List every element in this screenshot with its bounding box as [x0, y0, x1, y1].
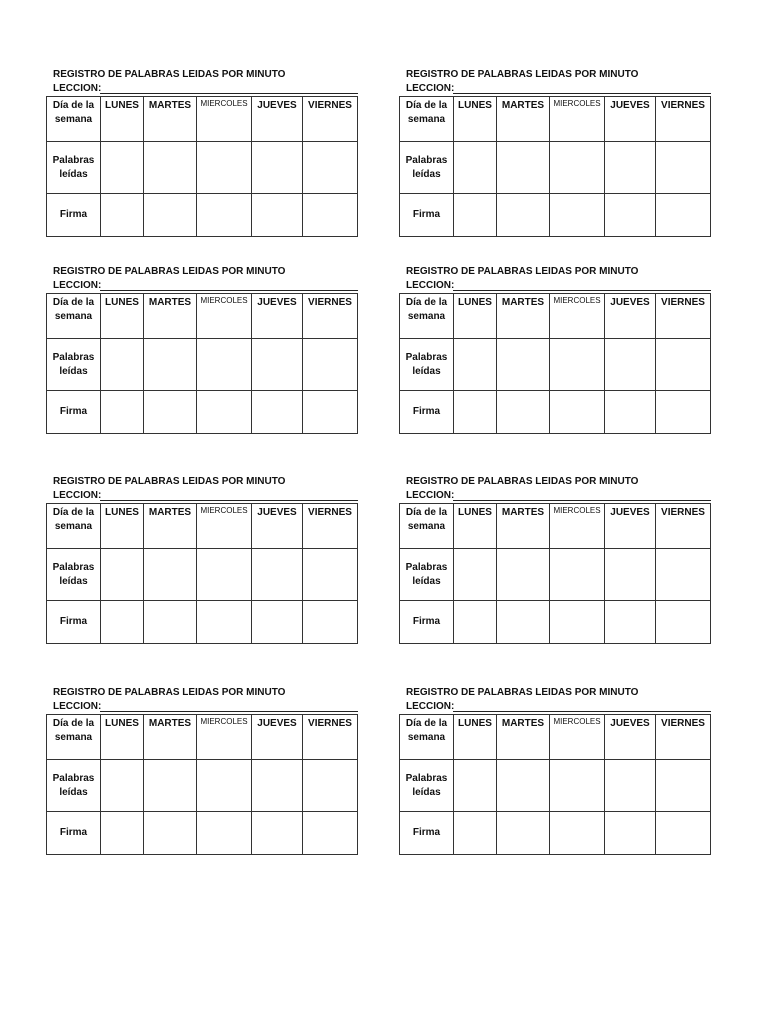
- day-header-miercoles: MIERCOLES: [550, 294, 605, 339]
- words-read-cell[interactable]: [144, 549, 197, 601]
- signature-label: Firma: [400, 391, 454, 434]
- words-read-cell[interactable]: [454, 339, 497, 391]
- day-label-cell: [400, 715, 454, 760]
- signature-label: Firma: [400, 194, 454, 237]
- signature-cell[interactable]: [656, 812, 711, 855]
- signature-cell[interactable]: [197, 391, 252, 434]
- reading-log-form: [399, 476, 711, 648]
- lesson-label: LECCION:: [53, 490, 102, 501]
- reading-log-form: [46, 687, 358, 859]
- register-table: [399, 293, 711, 434]
- register-table: [399, 503, 711, 644]
- signature-cell[interactable]: [497, 194, 550, 237]
- signature-cell[interactable]: [454, 812, 497, 855]
- day-header-viernes: VIERNES: [656, 294, 711, 339]
- day-label: Día de la semana: [405, 507, 448, 532]
- reading-log-form: [46, 69, 358, 241]
- words-read-label: Palabras leídas: [47, 142, 101, 194]
- words-read-cell[interactable]: [303, 549, 358, 601]
- lesson-label: LECCION:: [53, 701, 102, 712]
- words-read-cell[interactable]: [497, 339, 550, 391]
- signature-cell[interactable]: [605, 391, 656, 434]
- words-read-cell[interactable]: [197, 339, 252, 391]
- words-read-cell[interactable]: [454, 549, 497, 601]
- day-header-lunes: LUNES: [101, 504, 144, 549]
- words-read-cell[interactable]: [550, 549, 605, 601]
- words-read-cell[interactable]: [252, 760, 303, 812]
- words-read-cell[interactable]: [197, 142, 252, 194]
- reading-log-form: [46, 266, 358, 438]
- words-read-row: [47, 549, 358, 601]
- day-header-lunes: LUNES: [101, 294, 144, 339]
- day-header-jueves: JUEVES: [252, 97, 303, 142]
- day-label-cell: [400, 504, 454, 549]
- lesson-label: LECCION:: [406, 701, 455, 712]
- lesson-input-line[interactable]: [100, 500, 358, 501]
- words-read-label: Palabras leídas: [400, 760, 454, 812]
- header-row: [400, 294, 711, 339]
- signature-row: [400, 812, 711, 855]
- day-label: Día de la semana: [52, 297, 95, 322]
- day-header-jueves: JUEVES: [605, 294, 656, 339]
- signature-label: Firma: [400, 812, 454, 855]
- signature-cell[interactable]: [144, 391, 197, 434]
- day-header-lunes: LUNES: [454, 97, 497, 142]
- words-read-row: [47, 142, 358, 194]
- day-label: Día de la semana: [52, 507, 95, 532]
- signature-row: [47, 194, 358, 237]
- words-read-cell[interactable]: [101, 549, 144, 601]
- signature-cell[interactable]: [144, 601, 197, 644]
- words-read-label: Palabras leídas: [47, 549, 101, 601]
- words-read-row: [47, 339, 358, 391]
- day-header-jueves: JUEVES: [252, 294, 303, 339]
- signature-cell[interactable]: [550, 391, 605, 434]
- words-read-cell[interactable]: [550, 142, 605, 194]
- signature-cell[interactable]: [605, 194, 656, 237]
- form-title: REGISTRO DE PALABRAS LEIDAS POR MINUTO: [53, 687, 286, 698]
- day-header-viernes: VIERNES: [303, 504, 358, 549]
- register-table: [399, 96, 711, 237]
- signature-cell[interactable]: [101, 391, 144, 434]
- register-table: [46, 293, 358, 434]
- signature-cell[interactable]: [454, 391, 497, 434]
- header-row: [47, 715, 358, 760]
- signature-cell[interactable]: [197, 194, 252, 237]
- signature-row: [47, 812, 358, 855]
- words-read-cell[interactable]: [144, 760, 197, 812]
- words-read-cell[interactable]: [605, 339, 656, 391]
- signature-row: [400, 194, 711, 237]
- register-table: [46, 96, 358, 237]
- day-header-martes: MARTES: [144, 715, 197, 760]
- signature-row: [400, 601, 711, 644]
- day-header-jueves: JUEVES: [252, 504, 303, 549]
- lesson-input-line[interactable]: [453, 93, 711, 94]
- signature-cell[interactable]: [101, 601, 144, 644]
- words-read-label: Palabras leídas: [400, 549, 454, 601]
- words-read-cell[interactable]: [101, 142, 144, 194]
- day-header-miercoles: MIERCOLES: [197, 294, 252, 339]
- form-title: REGISTRO DE PALABRAS LEIDAS POR MINUTO: [53, 69, 286, 80]
- form-title: REGISTRO DE PALABRAS LEIDAS POR MINUTO: [53, 476, 286, 487]
- day-header-lunes: LUNES: [454, 715, 497, 760]
- header-row: [400, 504, 711, 549]
- words-read-cell[interactable]: [252, 549, 303, 601]
- day-header-miercoles: MIERCOLES: [197, 504, 252, 549]
- day-header-viernes: VIERNES: [303, 715, 358, 760]
- day-label: Día de la semana: [405, 718, 448, 743]
- words-read-cell[interactable]: [497, 142, 550, 194]
- day-header-viernes: VIERNES: [656, 97, 711, 142]
- day-header-miercoles: MIERCOLES: [550, 97, 605, 142]
- signature-cell[interactable]: [252, 194, 303, 237]
- words-read-cell[interactable]: [605, 142, 656, 194]
- signature-cell[interactable]: [144, 194, 197, 237]
- words-read-label: Palabras leídas: [47, 760, 101, 812]
- signature-cell[interactable]: [605, 601, 656, 644]
- lesson-input-line[interactable]: [453, 290, 711, 291]
- signature-label: Firma: [47, 812, 101, 855]
- words-read-cell[interactable]: [101, 760, 144, 812]
- day-header-martes: MARTES: [144, 97, 197, 142]
- words-read-label: Palabras leídas: [47, 339, 101, 391]
- header-row: [47, 97, 358, 142]
- signature-cell[interactable]: [101, 812, 144, 855]
- lesson-input-line[interactable]: [100, 290, 358, 291]
- day-label-cell: [47, 97, 101, 142]
- lesson-label: LECCION:: [53, 83, 102, 94]
- signature-cell[interactable]: [101, 194, 144, 237]
- signature-cell[interactable]: [605, 812, 656, 855]
- header-row: [400, 97, 711, 142]
- words-read-cell[interactable]: [252, 142, 303, 194]
- words-read-row: [400, 339, 711, 391]
- signature-cell[interactable]: [144, 812, 197, 855]
- signature-label: Firma: [400, 601, 454, 644]
- day-header-lunes: LUNES: [454, 294, 497, 339]
- signature-cell[interactable]: [252, 601, 303, 644]
- register-table: [399, 714, 711, 855]
- day-label: Día de la semana: [52, 718, 95, 743]
- signature-cell[interactable]: [497, 391, 550, 434]
- signature-cell[interactable]: [303, 601, 358, 644]
- day-header-viernes: VIERNES: [656, 715, 711, 760]
- day-header-jueves: JUEVES: [605, 504, 656, 549]
- signature-cell[interactable]: [252, 391, 303, 434]
- form-title: REGISTRO DE PALABRAS LEIDAS POR MINUTO: [406, 476, 639, 487]
- form-title: REGISTRO DE PALABRAS LEIDAS POR MINUTO: [406, 687, 639, 698]
- lesson-label: LECCION:: [406, 280, 455, 291]
- lesson-label: LECCION:: [406, 490, 455, 501]
- words-read-label: Palabras leídas: [400, 339, 454, 391]
- day-header-lunes: LUNES: [101, 97, 144, 142]
- signature-cell[interactable]: [197, 812, 252, 855]
- words-read-cell[interactable]: [303, 760, 358, 812]
- header-row: [47, 294, 358, 339]
- words-read-cell[interactable]: [303, 142, 358, 194]
- day-header-martes: MARTES: [144, 504, 197, 549]
- day-header-jueves: JUEVES: [252, 715, 303, 760]
- signature-cell[interactable]: [303, 812, 358, 855]
- words-read-cell[interactable]: [497, 760, 550, 812]
- lesson-input-line[interactable]: [100, 711, 358, 712]
- words-read-cell[interactable]: [101, 339, 144, 391]
- signature-cell[interactable]: [197, 601, 252, 644]
- signature-cell[interactable]: [303, 194, 358, 237]
- day-header-martes: MARTES: [497, 97, 550, 142]
- form-title: REGISTRO DE PALABRAS LEIDAS POR MINUTO: [53, 266, 286, 277]
- words-read-cell[interactable]: [656, 142, 711, 194]
- day-label: Día de la semana: [52, 100, 95, 125]
- words-read-cell[interactable]: [454, 760, 497, 812]
- signature-cell[interactable]: [497, 601, 550, 644]
- words-read-cell[interactable]: [656, 549, 711, 601]
- header-row: [400, 715, 711, 760]
- signature-row: [47, 391, 358, 434]
- lesson-input-line[interactable]: [100, 93, 358, 94]
- form-title: REGISTRO DE PALABRAS LEIDAS POR MINUTO: [406, 69, 639, 80]
- words-read-cell[interactable]: [497, 549, 550, 601]
- words-read-cell[interactable]: [144, 339, 197, 391]
- day-header-martes: MARTES: [497, 504, 550, 549]
- signature-cell[interactable]: [550, 812, 605, 855]
- day-label-cell: [47, 715, 101, 760]
- words-read-cell[interactable]: [605, 549, 656, 601]
- form-title: REGISTRO DE PALABRAS LEIDAS POR MINUTO: [406, 266, 639, 277]
- words-read-row: [400, 549, 711, 601]
- signature-cell[interactable]: [550, 194, 605, 237]
- day-header-jueves: JUEVES: [605, 715, 656, 760]
- lesson-input-line[interactable]: [453, 500, 711, 501]
- day-header-viernes: VIERNES: [656, 504, 711, 549]
- reading-log-form: [46, 476, 358, 648]
- words-read-cell[interactable]: [605, 760, 656, 812]
- reading-log-form: [399, 266, 711, 438]
- words-read-cell[interactable]: [303, 339, 358, 391]
- lesson-label: LECCION:: [53, 280, 102, 291]
- day-label-cell: [47, 294, 101, 339]
- signature-cell[interactable]: [454, 601, 497, 644]
- signature-cell[interactable]: [497, 812, 550, 855]
- day-header-miercoles: MIERCOLES: [197, 715, 252, 760]
- day-header-lunes: LUNES: [101, 715, 144, 760]
- words-read-cell[interactable]: [454, 142, 497, 194]
- words-read-cell[interactable]: [197, 549, 252, 601]
- signature-label: Firma: [47, 601, 101, 644]
- signature-cell[interactable]: [252, 812, 303, 855]
- words-read-cell[interactable]: [656, 760, 711, 812]
- signature-row: [47, 601, 358, 644]
- words-read-label: Palabras leídas: [400, 142, 454, 194]
- register-table: [46, 503, 358, 644]
- day-header-viernes: VIERNES: [303, 97, 358, 142]
- reading-log-form: [399, 69, 711, 241]
- words-read-row: [47, 760, 358, 812]
- signature-cell[interactable]: [656, 601, 711, 644]
- day-header-lunes: LUNES: [454, 504, 497, 549]
- signature-cell[interactable]: [454, 194, 497, 237]
- words-read-cell[interactable]: [656, 339, 711, 391]
- day-label-cell: [400, 97, 454, 142]
- day-label-cell: [47, 504, 101, 549]
- header-row: [47, 504, 358, 549]
- signature-cell[interactable]: [656, 194, 711, 237]
- reading-log-form: [399, 687, 711, 859]
- words-read-row: [400, 760, 711, 812]
- words-read-row: [400, 142, 711, 194]
- lesson-label: LECCION:: [406, 83, 455, 94]
- register-table: [46, 714, 358, 855]
- day-header-martes: MARTES: [497, 294, 550, 339]
- words-read-cell[interactable]: [252, 339, 303, 391]
- signature-cell[interactable]: [550, 601, 605, 644]
- words-read-cell[interactable]: [197, 760, 252, 812]
- words-read-cell[interactable]: [550, 760, 605, 812]
- day-header-martes: MARTES: [144, 294, 197, 339]
- day-label: Día de la semana: [405, 297, 448, 322]
- day-header-miercoles: MIERCOLES: [197, 97, 252, 142]
- signature-cell[interactable]: [656, 391, 711, 434]
- signature-label: Firma: [47, 194, 101, 237]
- signature-row: [400, 391, 711, 434]
- words-read-cell[interactable]: [550, 339, 605, 391]
- day-header-viernes: VIERNES: [303, 294, 358, 339]
- day-header-miercoles: MIERCOLES: [550, 715, 605, 760]
- day-label: Día de la semana: [405, 100, 448, 125]
- day-label-cell: [400, 294, 454, 339]
- signature-cell[interactable]: [303, 391, 358, 434]
- signature-label: Firma: [47, 391, 101, 434]
- day-header-miercoles: MIERCOLES: [550, 504, 605, 549]
- day-header-jueves: JUEVES: [605, 97, 656, 142]
- lesson-input-line[interactable]: [453, 711, 711, 712]
- day-header-martes: MARTES: [497, 715, 550, 760]
- words-read-cell[interactable]: [144, 142, 197, 194]
